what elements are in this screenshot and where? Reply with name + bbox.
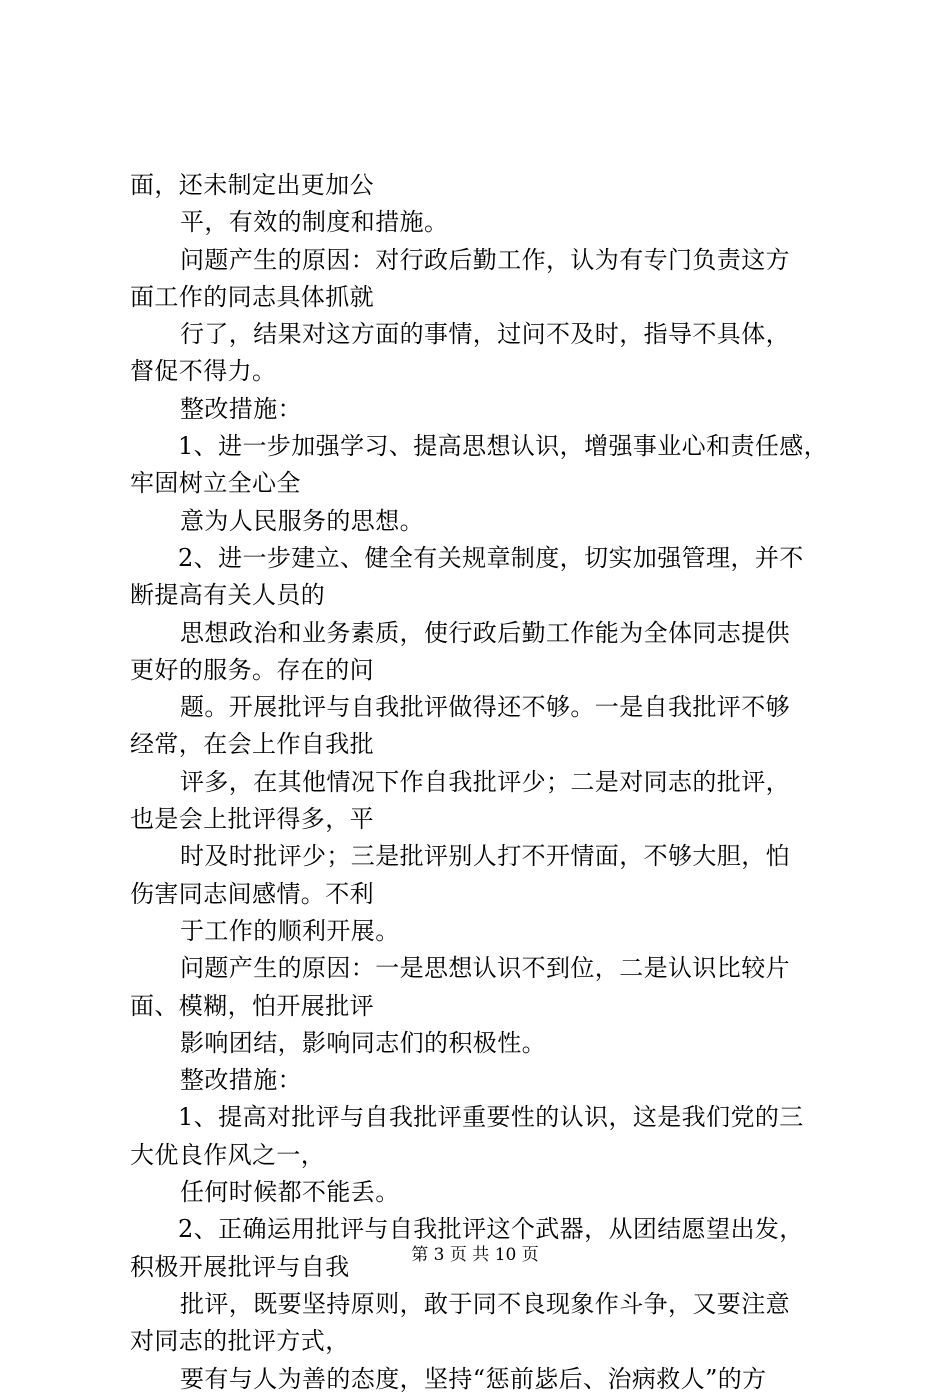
text-line: 对同志的批评方式，: [130, 1327, 350, 1356]
text-line: 1、提高对批评与自我批评重要性的认识，这是我们党的三: [178, 1103, 804, 1132]
text-line: 积极开展批评与自我: [130, 1252, 350, 1281]
text-line: 面、模糊，怕开展批评: [130, 991, 374, 1020]
text-line: 更好的服务。存在的问: [130, 655, 374, 684]
text-line: 题。开展批评与自我批评做得还不够。一是自我批评不够: [180, 693, 790, 722]
text-line: 面，还未制定出更加公: [130, 171, 374, 199]
text-line: 评多，在其他情况下作自我批评少；二是对同志的批评，: [180, 767, 790, 796]
text-line: 意为人民服务的思想。: [180, 506, 424, 535]
text-line: 面工作的同志具体抓就: [130, 282, 374, 311]
text-line: 平，有效的制度和措施。: [180, 208, 449, 237]
page-number-footer: 第 3 页 共 10 页: [411, 1245, 539, 1265]
text-line: 时及时批评少；三是批评别人打不开情面，不够大胆，怕: [180, 842, 790, 871]
text-line: 伤害同志间感情。不利: [130, 879, 374, 908]
text-line: 整改措施：: [180, 1066, 302, 1095]
text-line: 1、进一步加强学习、提高思想认识，增强事业心和责任感，: [178, 432, 829, 461]
text-line: 也是会上批评得多，平: [130, 805, 374, 834]
text-line: 影响团结，影响同志们的积极性。: [180, 1028, 546, 1057]
text-line: 断提高有关人员的: [130, 581, 326, 610]
text-line: 任何时候都不能丢。: [180, 1178, 400, 1207]
text-line: 思想政治和业务素质，使行政后勤工作能为全体同志提供: [180, 618, 790, 647]
text-line: 行了，结果对这方面的事情，过问不及时，指导不具体，: [180, 320, 790, 349]
text-line: 问题产生的原因：对行政后勤工作，认为有专门负责这方: [180, 245, 790, 274]
text-line: 经常，在会上作自我批: [130, 730, 374, 759]
text-line: 整改措施：: [180, 394, 302, 423]
text-line: 2、进一步建立、健全有关规章制度，切实加强管理，并不: [178, 543, 804, 572]
text-line: 要有与人为善的态度，坚持“惩前毖后、治病救人”的方: [180, 1364, 767, 1393]
text-line: 大优良作风之一，: [130, 1140, 326, 1169]
text-line: 督促不得力。: [130, 357, 277, 386]
text-line: 问题产生的原因：一是思想认识不到位，二是认识比较片: [180, 954, 790, 983]
text-line: 批评，既要坚持原则，敢于同不良现象作斗争，又要注意: [180, 1289, 790, 1318]
text-line: 于工作的顺利开展。: [180, 916, 400, 945]
text-line: 牢固树立全心全: [130, 469, 301, 498]
document-body: [130, 167, 840, 1398]
text-line: 2、正确运用批评与自我批评这个武器，从团结愿望出发，: [178, 1215, 804, 1244]
